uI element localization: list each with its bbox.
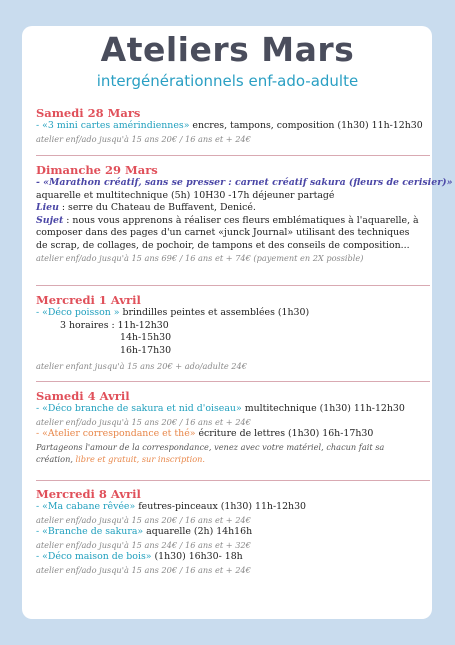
event-section-2 xyxy=(36,163,453,265)
event-price: atelier enf/ado jusqu'à 15 ans 24€ / 16 ans et + 32€ xyxy=(36,539,251,550)
event-date: Mercredi 1 Avril xyxy=(36,293,141,307)
schedule-line: 16h-17h30 xyxy=(120,344,172,356)
event-location: Lieu : serre du Chateau de Buffavent, Denicé. xyxy=(36,202,256,213)
divider xyxy=(36,285,430,286)
event-date: Mercredi 8 Avril xyxy=(36,487,141,501)
page-title: Ateliers Mars xyxy=(100,30,355,69)
event-line: - «Atelier correspondance et thé» écriture de lettres (1h30) 16h-17h30 xyxy=(36,428,374,439)
event-subject-cont: composer dans des pages d'un carnet «junck Journal» utilisant des techniques xyxy=(36,227,410,238)
event-price: atelier enf/ado jusqu'à 15 ans 20€ / 16 ans et + 24€ xyxy=(36,416,251,427)
event-line: - «Déco branche de sakura et nid d'oiseau» multitechnique (1h30) 11h-12h30 xyxy=(36,403,405,414)
event-section-1 xyxy=(36,106,436,145)
event-date: Samedi 28 Mars xyxy=(36,106,141,120)
event-line: - «Déco maison de bois» (1h30) 16h30- 18h xyxy=(36,551,243,562)
event-section-3 xyxy=(36,293,436,373)
event-line: aquarelle et multitechnique (5h) 10H30 -17h déjeuner partagé xyxy=(36,189,335,201)
event-price: atelier enf/ado jusqu'à 15 ans 69€ / 16 ans et + 74€ (payement en 2X possible) xyxy=(36,253,364,263)
event-line: - «Déco poisson » brindilles peintes et assemblées (1h30) xyxy=(36,307,310,318)
page-subtitle: intergénérationnels enf-ado-adulte xyxy=(96,72,359,90)
event-price: atelier enf/ado jusqu'à 15 ans 20€ / 16 ans et + 24€ xyxy=(36,564,251,575)
event-line: - «Branche de sakura» aquarelle (2h) 14h16h xyxy=(36,526,253,537)
divider xyxy=(36,155,430,156)
event-section-4 xyxy=(36,389,436,466)
event-title: - «Marathon créatif, sans se presser : carnet créatif sakura (fleurs de cerisier)» xyxy=(36,177,453,188)
event-section-5 xyxy=(36,487,436,576)
divider xyxy=(36,381,430,382)
schedule-line: 14h-15h30 xyxy=(120,332,172,343)
event-price: atelier enf/ado jusqu'à 15 ans 20€ / 16 ans et + 24€ xyxy=(36,133,251,144)
event-line: - «Ma cabane rêvée» feutres-pinceaux (1h30) 11h-12h30 xyxy=(36,501,307,512)
event-date: Samedi 4 Avril xyxy=(36,389,130,403)
schedule-line: 3 horaires : 11h-12h30 xyxy=(60,319,169,331)
event-subject: Sujet : nous vous apprenons à réaliser ces fleurs emblématiques à l'aquarelle, à xyxy=(36,214,419,226)
event-note: Partageons l'amour de la correspondance, venez avec votre matériel, chacun fait sa xyxy=(36,441,385,452)
event-date: Dimanche 29 Mars xyxy=(36,163,158,177)
divider xyxy=(36,480,430,481)
event-line: - «3 mini cartes amérindiennes» encres, tampons, composition (1h30) 11h-12h30 xyxy=(36,120,423,131)
event-note: création, libre et gratuit, sur inscription. xyxy=(36,454,205,464)
event-subject-cont: de scrap, de collages, de pochoir, de tampons et des conseils de composition... xyxy=(36,239,410,251)
event-price: atelier enfant jusqu'à 15 ans 20€ + ado/adulte 24€ xyxy=(36,361,247,371)
event-price: atelier enf/ado jusqu'à 15 ans 20€ / 16 ans et + 24€ xyxy=(36,514,251,525)
